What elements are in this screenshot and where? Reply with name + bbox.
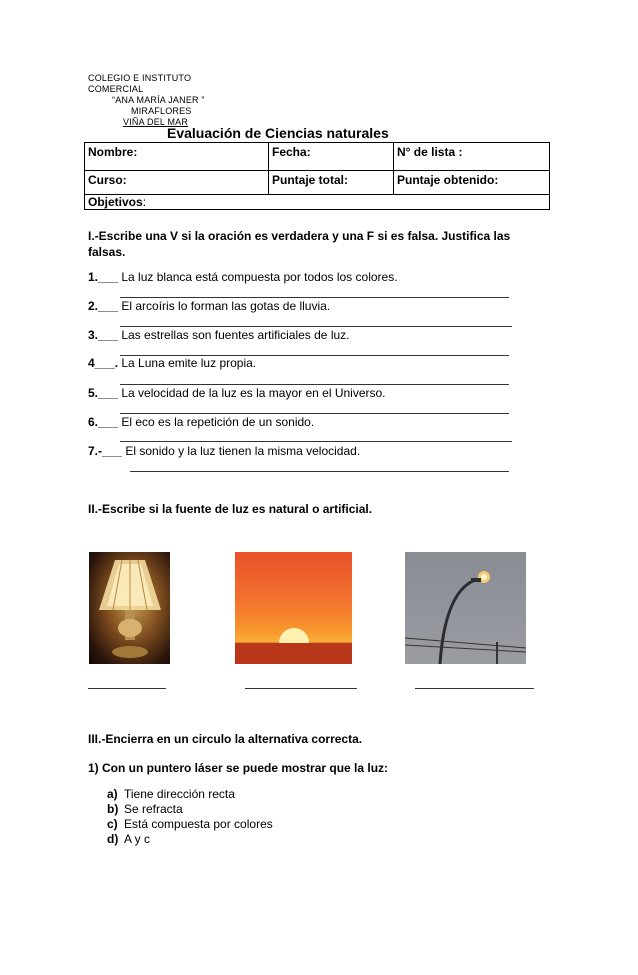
question-text: Las estrellas son fuentes artificiales de luz. (121, 328, 350, 342)
objetivos-label: Objetivos (88, 195, 143, 209)
option-letter: a) (107, 787, 118, 801)
option-d[interactable] (107, 832, 273, 847)
lamp-illustration (89, 552, 170, 664)
option-text: Tiene dirección recta (124, 787, 235, 801)
fecha-label: Fecha: (272, 145, 311, 159)
question-number: 7.-___ (88, 444, 123, 458)
objetivos-cell[interactable] (85, 195, 550, 210)
answer-line-6[interactable] (120, 441, 512, 442)
school-header (88, 73, 248, 128)
option-letter: b) (107, 802, 119, 816)
school-name-line2: “ANA MARÍA JANER ” (112, 95, 205, 105)
question-text: El eco es la repetición de un sonido. (121, 415, 315, 429)
school-city: MIRAFLORES (131, 106, 192, 116)
answer-line-4[interactable] (120, 384, 509, 385)
answer-line-5[interactable] (120, 413, 509, 414)
question-3 (88, 328, 350, 342)
puntaje-obtenido-cell[interactable] (394, 171, 550, 195)
sunset-image (235, 552, 352, 664)
answer-line-2[interactable] (120, 326, 512, 327)
section-1-instruction: I.-Escribe una V si la oración es verdadera y una F si es falsa. Justifica las falsas. (88, 229, 511, 259)
question-7 (88, 444, 360, 458)
school-name: COLEGIO E INSTITUTO COMERCIAL (88, 73, 192, 94)
question-number: 5.___ (88, 386, 119, 400)
page-title: Evaluación de Ciencias naturales (167, 125, 389, 141)
curso-label: Curso: (88, 173, 127, 187)
question-2 (88, 299, 330, 313)
table-lamp-image (89, 552, 170, 664)
answer-blank-lamp[interactable] (88, 688, 166, 689)
question-text: El sonido y la luz tienen la misma velocidad. (125, 444, 361, 458)
question-number: 3.___ (88, 328, 119, 342)
sun-illustration (235, 552, 352, 664)
question-6 (88, 415, 314, 429)
question-4 (88, 356, 256, 370)
lista-label: N° de lista : (397, 145, 463, 159)
section-3-instruction: III.-Encierra en un circulo la alternativa correcta. (88, 732, 363, 746)
puntaje-total-label: Puntaje total: (272, 173, 349, 187)
question-laser: 1) Con un puntero láser se puede mostrar que la luz: (88, 761, 389, 775)
answer-line-1[interactable] (120, 297, 509, 298)
option-letter: d) (107, 832, 119, 846)
answer-blank-sunset[interactable] (245, 688, 357, 689)
section-2-instruction: II.-Escribe si la fuente de luz es natural o artificial. (88, 502, 373, 516)
option-text: Está compuesta por colores (124, 817, 273, 831)
school-location: VIÑA DEL MAR (123, 117, 189, 127)
answer-blank-street-lamp[interactable] (415, 688, 534, 689)
question-text: El arcoíris lo forman las gotas de lluvia. (121, 299, 331, 313)
option-text: A y c (124, 832, 151, 846)
question-number: 1.___ (88, 270, 119, 284)
question-text: La Luna emite luz propia. (121, 356, 257, 370)
nombre-cell[interactable] (85, 143, 269, 171)
street-lamp-illustration (405, 552, 526, 664)
option-c[interactable] (107, 817, 273, 832)
curso-cell[interactable] (85, 171, 269, 195)
question-5 (88, 386, 386, 400)
option-text: Se refracta (124, 802, 183, 816)
question-text: La velocidad de la luz es la mayor en el Universo. (121, 386, 386, 400)
fecha-cell[interactable] (269, 143, 394, 171)
student-info-table (84, 142, 550, 210)
option-b[interactable] (107, 802, 273, 817)
nombre-label: Nombre: (88, 145, 138, 159)
question-number: 4___. (88, 356, 119, 370)
option-letter: c) (107, 817, 118, 831)
question-number: 6.___ (88, 415, 119, 429)
objetivos-colon: : (142, 195, 147, 209)
puntaje-obtenido-label: Puntaje obtenido: (397, 173, 499, 187)
option-a[interactable] (107, 787, 273, 802)
question-text: La luz blanca está compuesta por todos los colores. (121, 270, 398, 284)
puntaje-total-cell[interactable] (269, 171, 394, 195)
answer-line-7[interactable] (130, 471, 509, 472)
lista-cell[interactable] (394, 143, 550, 171)
street-lamp-image (405, 552, 526, 664)
options-list (107, 787, 273, 847)
question-1 (88, 270, 398, 284)
question-number: 2.___ (88, 299, 119, 313)
